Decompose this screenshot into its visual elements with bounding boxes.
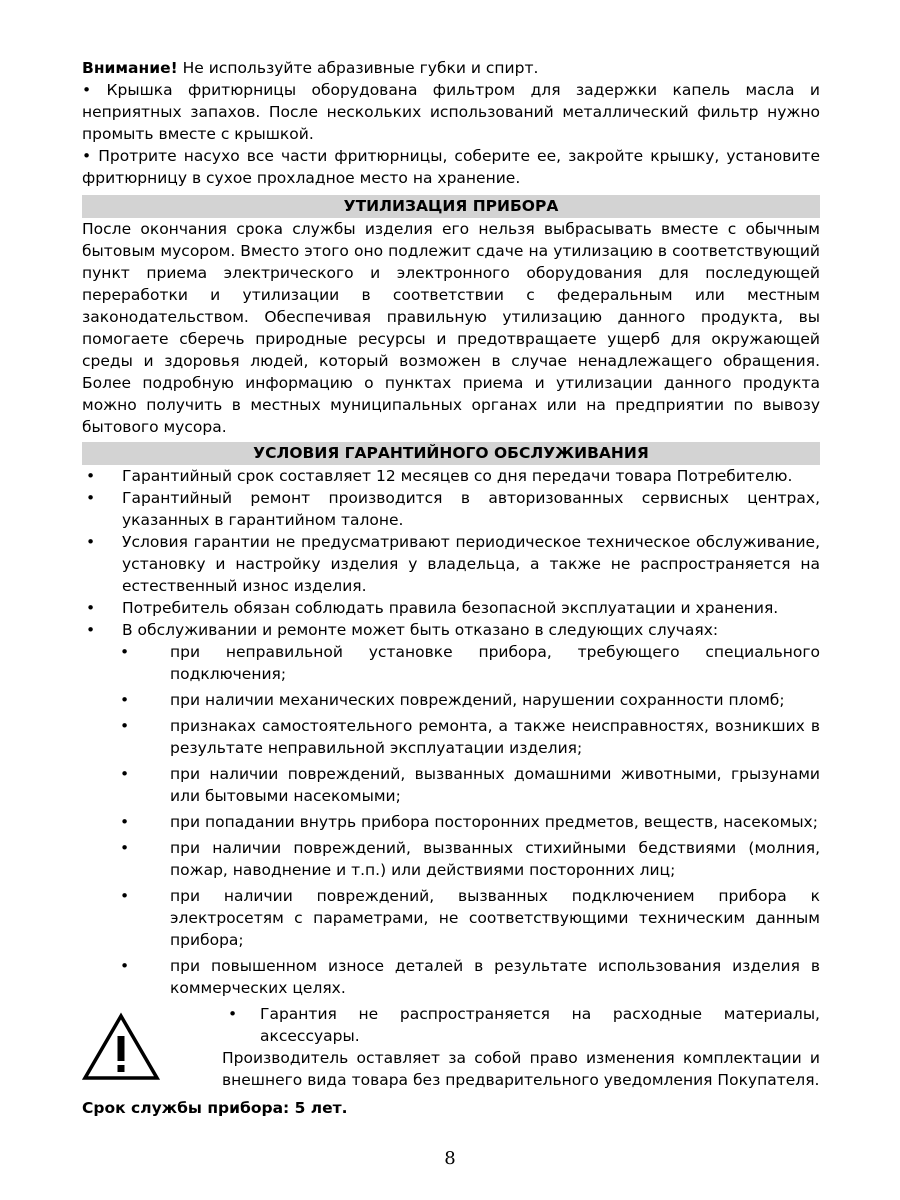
attention-label: Внимание!	[82, 59, 178, 77]
page-number: 8	[444, 1148, 456, 1169]
service-life: Срок службы прибора: 5 лет.	[82, 1099, 348, 1117]
refusal-cases-list	[82, 641, 820, 999]
consumables-note: • Гарантия не распространяется на расходные материалы, аксессуары.	[222, 1003, 820, 1047]
list-item: • признаках самостоятельного ремонта, а также неисправностях, возникших в результате неправильной эксплуатации изделия;	[82, 715, 820, 759]
list-item: • при наличии повреждений, вызванных домашними животными, грызунами или бытовыми насекомыми;	[82, 763, 820, 807]
warranty-conditions-list	[82, 465, 820, 999]
attention-paragraph	[82, 57, 820, 79]
list-item: • при попадании внутрь прибора посторонних предметов, веществ, насекомых;	[82, 811, 820, 833]
warning-triangle-svg	[82, 1012, 160, 1082]
document-page	[82, 57, 820, 1119]
list-item: • Гарантийный ремонт производится в авторизованных сервисных центрах, указанных в гарантийном талоне.	[82, 487, 820, 531]
list-item: • при наличии механических повреждений, нарушении сохранности пломб;	[82, 689, 820, 711]
disposal-text: После окончания срока службы изделия его нельзя выбрасывать вместе с обычным бытовым мусором. Вместо этого оно подлежит сдаче на утилизацию в соответствующий пункт приема электрического и электронного оборудования для последующей переработки и утилизации в соответствии с федеральным или местным законодательством. Обеспечивая правильную утилизацию данного продукта, вы помогаете сберечь природные ресурсы и предотвращаете ущерб для окружающей среды и здоровья людей, который возможен в случае ненадлежащего обращения. Более подробную информацию о пунктах приема и утилизации данного продукта можно получить в местных муниципальных органах или на предприятии по вывозу бытового мусора.	[82, 220, 820, 436]
list-item	[82, 619, 820, 999]
care-bullet-filter: • Крышка фритюрницы оборудована фильтром для задержки капель масла и неприятных запахов. После нескольких использований металлический фильтр нужно промыть вместе с крышкой.	[82, 81, 820, 143]
list-item: • при наличии повреждений, вызванных подключением прибора к электросетям с параметрами, не соответствующими техническим данным прибора;	[82, 885, 820, 951]
list-item: • при повышенном износе деталей в результате использования изделия в коммерческих целях.	[82, 955, 820, 999]
list-item: • Условия гарантии не предусматривают периодическое техническое обслуживание, установку и настройку изделия у владельца, а также не распространяется на естественный износ изделия.	[82, 531, 820, 597]
refusal-intro: В обслуживании и ремонте может быть отказано в следующих случаях:	[122, 621, 719, 639]
disposal-section-title: УТИЛИЗАЦИЯ ПРИБОРА	[82, 195, 820, 218]
warning-text	[222, 1003, 820, 1091]
care-bullet-storage: • Протрите насухо все части фритюрницы, соберите ее, закройте крышку, установите фритюрницу в сухое прохладное место на хранение.	[82, 147, 820, 187]
list-item: • Потребитель обязан соблюдать правила безопасной эксплуатации и хранения.	[82, 597, 820, 619]
list-item: • при наличии повреждений, вызванных стихийными бедствиями (молния, пожар, наводнение и т.п.) или действиями посторонних лиц;	[82, 837, 820, 881]
warranty-section-title: УСЛОВИЯ ГАРАНТИЙНОГО ОБСЛУЖИВАНИЯ	[82, 442, 820, 465]
warning-block	[82, 1003, 820, 1091]
manufacturer-note: Производитель оставляет за собой право изменения комплектации и внешнего вида товара без предварительного уведомления Покупателя.	[222, 1049, 820, 1089]
attention-text: Не используйте абразивные губки и спирт.	[177, 59, 539, 77]
list-item: • Гарантийный срок составляет 12 месяцев со дня передачи товара Потребителю.	[82, 465, 820, 487]
list-item: • при неправильной установке прибора, требующего специального подключения;	[82, 641, 820, 685]
warning-triangle-icon	[82, 1003, 222, 1091]
